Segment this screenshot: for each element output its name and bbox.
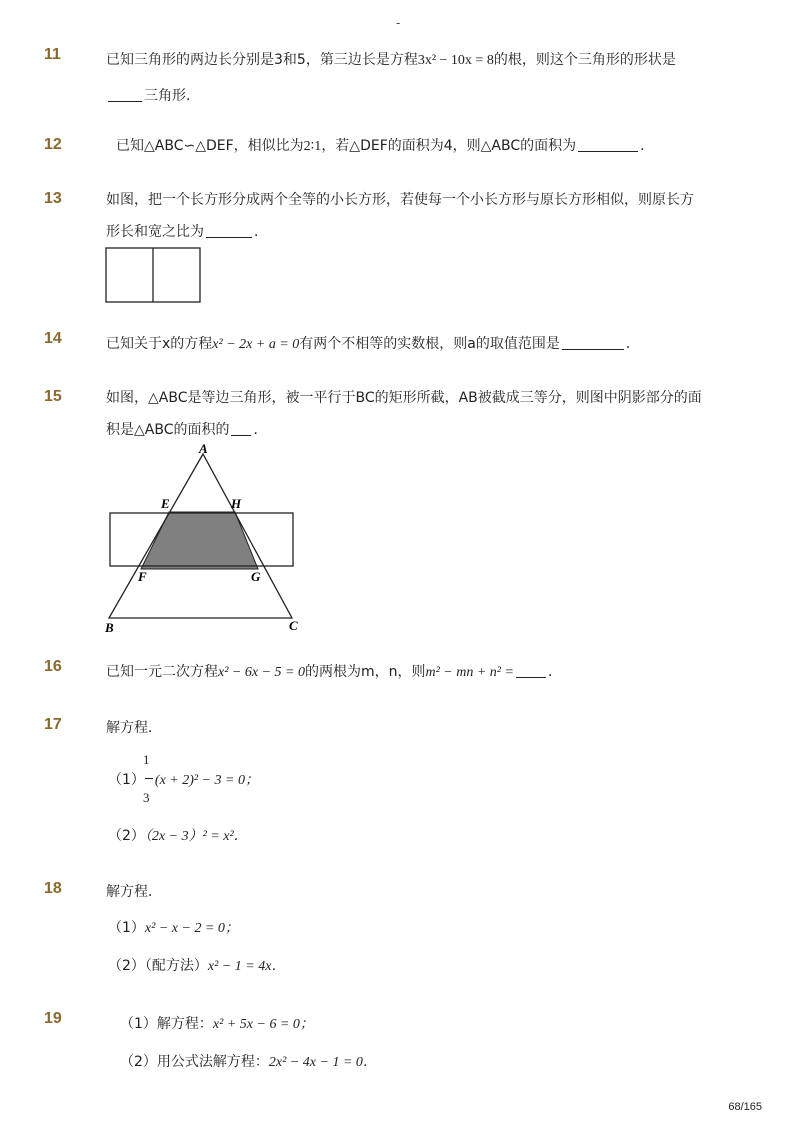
- q14-equation: x² − 2x + a = 0: [212, 337, 300, 352]
- q18-part2-label: （2）（配方法）: [108, 958, 208, 974]
- question-number: 17: [44, 716, 62, 733]
- q14-text-a: 已知关于x的方程: [106, 336, 213, 352]
- question-number: 12: [44, 136, 62, 153]
- shaded-region: [141, 512, 258, 569]
- label-e: E: [161, 496, 170, 511]
- answer-blank[interactable]: [206, 223, 252, 238]
- q17-part1-label: （1）: [108, 772, 145, 788]
- q12-text-a: 已知△ABC∽△DEF，相似比为: [116, 138, 304, 154]
- q19-part1: [120, 1014, 314, 1035]
- answer-blank[interactable]: [231, 421, 251, 436]
- triangle-figure: [100, 440, 310, 640]
- question-number: 18: [44, 880, 62, 897]
- question-number: 15: [44, 388, 62, 405]
- q16-equation: x² − 6x − 5 = 0: [218, 665, 305, 680]
- q16-text-b: 的两根为m，n，则: [304, 664, 426, 680]
- q13-line2: [106, 222, 268, 242]
- q13-text-b: 形长和宽之比为: [106, 224, 204, 240]
- fraction-bar: [145, 778, 153, 779]
- q12-text-b: ，若△DEF的面积为4，则△ABC的面积为: [321, 138, 577, 154]
- q11-text-a: 已知三角形的两边长分别是3和5，第三边长是方程: [106, 52, 418, 68]
- q15-line2: [106, 420, 267, 440]
- q11-line2: [106, 86, 200, 106]
- question-number: 14: [44, 330, 62, 347]
- q11-text-b: 的根，则这个三角形的形状是: [493, 52, 676, 68]
- answer-blank[interactable]: [108, 87, 142, 102]
- q12-line1: [116, 136, 654, 157]
- q16-text-a: 已知一元二次方程: [106, 664, 218, 680]
- q14-end: ．: [625, 336, 640, 352]
- q15-text-b: 积是△ABC的面积的: [106, 422, 230, 438]
- q19-part2: [120, 1052, 377, 1073]
- q19-part1-equation: x² + 5x − 6 = 0；: [212, 1017, 314, 1032]
- answer-blank[interactable]: [578, 137, 638, 152]
- answer-blank[interactable]: [562, 335, 624, 350]
- q11-line1: [106, 50, 676, 71]
- top-mark: -: [396, 16, 401, 30]
- label-a: A: [199, 441, 208, 456]
- label-g: G: [251, 569, 261, 584]
- rectangle-figure: [104, 246, 202, 304]
- label-b: B: [105, 620, 114, 635]
- q12-ratio: 2∶1: [303, 139, 322, 154]
- q18-part1-equation: x² − x − 2 = 0；: [144, 921, 239, 936]
- question-number: 13: [44, 190, 62, 207]
- q16-expression: m² − mn + n² =: [425, 665, 514, 680]
- q17-part2-equation: （2x − 3）² = x²．: [144, 829, 248, 844]
- q16-end: ．: [547, 664, 562, 680]
- question-number: 16: [44, 658, 62, 675]
- q18-title: 解方程．: [106, 884, 162, 900]
- q14-text-b: 有两个不相等的实数根，则a的取值范围是: [299, 336, 560, 352]
- q15-end: ．: [253, 422, 268, 438]
- label-c: C: [289, 618, 298, 633]
- q18-part1: [108, 918, 239, 939]
- q12-end: ．: [640, 138, 655, 154]
- q17-fraction-denominator: 3: [143, 790, 150, 805]
- q17-part1: [108, 770, 259, 791]
- q19-part1-label: （1）解方程：: [120, 1016, 213, 1032]
- q11-equation: 3x² − 10x = 8: [417, 53, 494, 68]
- q17-part2-label: （2）: [108, 828, 145, 844]
- q14-line1: [106, 334, 640, 355]
- q18-part2-equation: x² − 1 = 4x．: [207, 959, 286, 974]
- answer-blank[interactable]: [516, 663, 546, 678]
- question-number: 19: [44, 1010, 62, 1027]
- question-number: 11: [44, 46, 61, 63]
- q19-part2-equation: 2x² − 4x − 1 = 0．: [268, 1055, 377, 1070]
- label-h: H: [231, 496, 242, 511]
- q13-end: ．: [254, 224, 268, 240]
- q17-fraction-numerator: 1: [143, 752, 150, 767]
- q17-part2: [108, 826, 248, 847]
- q11-text-c: 三角形．: [144, 88, 200, 104]
- q16-line1: [106, 662, 562, 683]
- q17-part1-equation: (x + 2)² − 3 = 0；: [154, 773, 259, 788]
- q13-line1: 如图，把一个长方形分成两个全等的小长方形，若使每一个小长方形与原长方形相似，则原长方: [106, 192, 694, 208]
- label-f: F: [138, 569, 147, 584]
- q17-title: 解方程．: [106, 720, 162, 736]
- q18-part1-label: （1）: [108, 920, 145, 936]
- page-number: 68/165: [728, 1101, 762, 1113]
- q19-part2-label: （2）用公式法解方程：: [120, 1054, 269, 1070]
- q15-line1: 如图，△ABC是等边三角形，被一平行于BC的矩形所截，AB被截成三等分，则图中阴影部分的面: [106, 390, 702, 406]
- q18-part2: [108, 956, 285, 977]
